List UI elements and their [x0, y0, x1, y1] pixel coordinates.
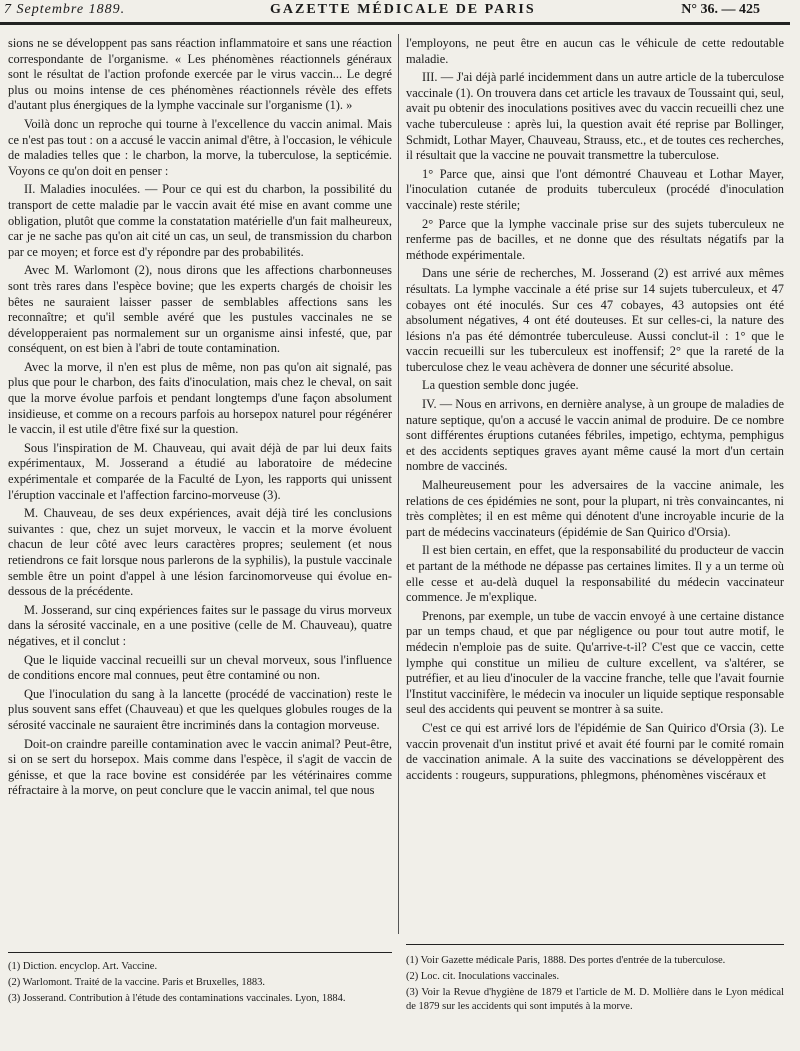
paragraph: Avec la morve, il n'en est plus de même, non pas qu'on ait signalé, pas plus que pour le charbon, des faits d'inoculation, mais chez le cheval, on sait que la morve évolue parfois et pendant longtemps d'une façon absolument insidieuse, et comme on a recours parfois au horsepox naturel pour régénérer le vaccin, il est utile d'être fixé sur la question. — [8, 359, 392, 437]
footnote: (2) Warlomont. Traité de la vaccine. Paris et Bruxelles, 1883. — [8, 977, 266, 988]
paragraph: Que l'inoculation du sang à la lancette (procédé de vaccination) reste le plus souvent sans effet (Chauveau) et que les quelques globules rouges de la sérosité vaccinale ne sauraient être incriminés dans la contagion morveuse. — [8, 686, 392, 732]
paragraph: La question semble donc jugée. — [422, 378, 579, 393]
paragraph: 2° Parce que la lymphe vaccinale prise sur des sujets tuberculeux ne renferme pas de bacilles, et ne donne que des résultats négatifs par la méthode expérimentale. — [406, 216, 784, 262]
paragraph: M. Josserand, sur cinq expériences faites sur le passage du virus morveux dans la sérosité vaccinale, en a une positive (celle de M. Chauveau), quatre négatives, et il conclut : — [8, 602, 392, 648]
paragraph: Prenons, par exemple, un tube de vaccin envoyé à une certaine distance par un temps chaud, et que par négligence ou pour tout autre motif, le médecin n'emploie pas de suite. Qu'arrive-t-il? C'est que ce vaccin, cette lymphe qui constitue un milieu de culture excellent, va s'altérer, se putréfier, et au lieu d'inoculer de la vaccine franche, telle que l'avait fournie l'Institut vaccinifère, le médecin va inoculer un liquide septique responsable seul des accidents qui peuvent se montrer à sa suite. — [406, 608, 784, 717]
paragraph: C'est ce qui est arrivé lors de l'épidémie de San Quirico d'Orsia (3). Le vaccin provenait d'un institut privé et avait été fourni par le comité romain de vaccination animale. A la suite des vaccinations se développèrent des accidents : rougeurs, suppurations, phlegmons, phénomènes viscéraux et — [406, 720, 784, 782]
footnote: (1) Diction. encyclop. Art. Vaccine. — [8, 961, 158, 972]
footnotes-left — [8, 960, 392, 1008]
issue-date: 7 Septembre 1889. — [4, 2, 126, 17]
footnote: (2) Loc. cit. Inoculations vaccinales. — [406, 971, 560, 982]
paragraph: II. Maladies inoculées. — Pour ce qui est du charbon, la possibilité du transport de cette maladie par le vaccin avait été mise en avant comme une obligation, plutôt que comme la constatation matérielle d'un fait malheureux, car je ne sache pas qu'on ait cité un cas, un seul, de transmission du charbon par ce moyen; et force est d'y répondre par des probabilités. — [8, 182, 392, 259]
paragraph: M. Chauveau, de ses deux expériences, avait déjà tiré les conclusions suivantes : que, chez un sujet morveux, le vaccin et la morve évoluent chacun de leur côté avec leurs caractères propres; seulement (et nous retiendrons ce fait lorsque nous parlerons de la syphilis), la pustule vaccinale semble être un point d'appel à une lésion farcinomorveuse qui évolue en-dessous de la précédente. — [8, 506, 392, 599]
column-divider — [398, 34, 399, 934]
paragraph: Avec M. Warlomont (2), nous dirons que les affections charbonneuses sont très rares dans l'espèce bovine; que les experts chargés de choisir les bêtes ne sauraient laisser passer de semblables affections sans les reconnaître; et qu'il semble avéré que les pustules vaccinales ne se développeraient pas normalement sur un organisme ainsi infesté, que, par conséquent, on est bien à l'abri de toute contamination. — [8, 263, 392, 356]
footnote: (3) Josserand. Contribution à l'étude des contaminations vaccinales. Lyon, 1884. — [8, 993, 346, 1004]
paragraph: Dans une série de recherches, M. Josserand (2) est arrivé aux mêmes résultats. La lymphe vaccinale a été prise sur 14 sujets tuberculeux, et 47 cobayes ont été inoculés. Sur ces 47 cobayes, 43 autopsies ont été absolument négatives, 4 ont été douteuses. Et sur celles-ci, la nature des lésions n'a pas été démontrée tuberculeuse. Aussi conclut-il : 1° que le vaccin recueilli sur les tuberculeux est inoffensif; 2° que la rareté de la tuberculose chez le veau achèvera de donner une sécurité absolue. — [406, 266, 784, 374]
footnote: (1) Voir Gazette médicale Paris, 1888. Des portes d'entrée de la tuberculose. — [406, 955, 726, 966]
journal-title: GAZETTE MÉDICALE DE PARIS — [270, 2, 536, 17]
left-column — [8, 36, 392, 802]
footnote-rule-right — [406, 944, 784, 945]
page-header — [0, 0, 800, 22]
paragraph: Il est bien certain, en effet, que la responsabilité du producteur de vaccin et partant de la méthode ne dépasse pas certaines limites. Il y a un terme où elle cesse et au-delà duquel la responsabilité du médecin vaccinateur commence. Je m'explique. — [406, 543, 784, 605]
footnote-rule-left — [8, 952, 392, 953]
paragraph: IV. — Nous en arrivons, en dernière analyse, à un groupe de maladies de nature septique, qu'on a accusé le vaccin animal de produire. De ce nombre sont différentes éruptions cutanées fébriles, impetigo, echtyma, pemphigus et des accidents septiques graves ayant même causé la mort d'un certain nombre de vaccinés. — [406, 397, 784, 474]
header-rule — [0, 22, 790, 25]
paragraph: Malheureusement pour les adversaires de la vaccine animale, les relations de ces épidémies ne sont, pour la plupart, ni très convaincantes, ni très complètes; il en est même qui dénotent d'une incroyable incurie de la part de médecins vaccinateurs (épidémie de San Quirico d'Orsia). — [406, 478, 784, 539]
paragraph: Que le liquide vaccinal recueilli sur un cheval morveux, sous l'influence de conditions encore mal connues, peut être contaminé ou non. — [8, 652, 392, 683]
right-column — [406, 36, 784, 786]
footnotes-right — [406, 954, 784, 1016]
paragraph: Doit-on craindre pareille contamination avec le vaccin animal? Peut-être, si on se sert du horsepox. Mais comme dans l'espèce, il s'agit de vaccin de génisse, et que la race bovine est considérée par les vétérinaires comme réfractaire à la morve, on peut conclure que le vaccin animal, tel que nous — [8, 736, 392, 798]
issue-number-page: N° 36. — 425 — [681, 2, 760, 17]
footnote: (3) Voir la Revue d'hygiène de 1879 et l'article de M. D. Mollière dans le Lyon médical de 1879 sur les accidents qui sont imputés à la morve. — [406, 987, 784, 1012]
paragraph: l'employons, ne peut être en aucun cas le véhicule de cette redoutable maladie. — [406, 36, 784, 66]
paragraph: 1° Parce que, ainsi que l'ont démontré Chauveau et Lothar Mayer, l'inoculation cutanée de produits tuberculeux (procédé d'inoculation vaccinale) reste stérile; — [406, 166, 784, 212]
paragraph: Voilà donc un reproche qui tourne à l'excellence du vaccin animal. Mais ce n'est pas tout : on a accusé le vaccin animal d'être, à l'occasion, le véhicule de maladies telles que : le charbon, la morve, la tuberculose, la septicémie. Voyons ce qu'on doit en penser : — [8, 116, 392, 178]
paragraph: III. — J'ai déjà parlé incidemment dans un autre article de la tuberculose vaccinale (1). On trouvera dans cet article les travaux de Toussaint qui, seul, avait pu obtenir des inoculations positives avec du vaccin recueilli chez une vache tuberculeuse : après lui, la question avait été reprise par Bollinger, Schmidt, Lothar Mayer, Chauveau, Strauss, etc., et de toutes ces recherches, il résultait que la vaccine ne pouvait transmettre la tuberculose. — [406, 70, 784, 163]
paragraph: sions ne se développent pas sans réaction inflammatoire et sans une réaction correspondante de l'organisme. « Les phénomènes réactionnels généraux sont le résultat de l'action profonde exercée par le virus vaccin... Le degré plus ou moins intense de ces phénomènes réactionnels révèle des effets d'autant plus énergiques de la lymphe vaccinale sur l'organisme (1). » — [8, 36, 392, 113]
paragraph: Sous l'inspiration de M. Chauveau, qui avait déjà de par lui deux faits expérimentaux, M. Josserand a étudié au laboratoire de médecine expérimentale et comparée de la Faculté de Lyon, les rapports qui unissent l'éruption vaccinale et l'affection farcino-morveuse (3). — [8, 440, 392, 502]
